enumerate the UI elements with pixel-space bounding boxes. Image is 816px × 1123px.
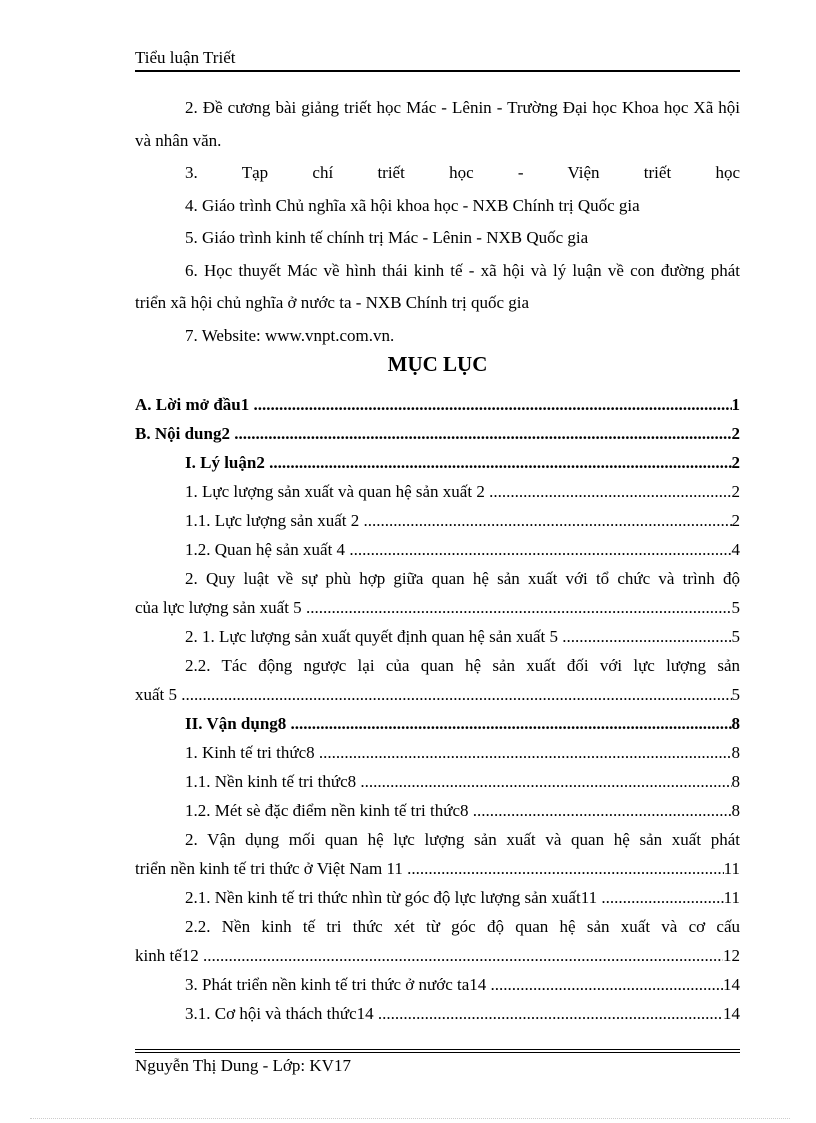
toc-entry-label: 1.2. Quan hệ sản xuất 4 ..... [185,535,732,564]
reference-item: 5. Giáo trình kinh tế chính trị Mác - Lênin - NXB Quốc gia [185,228,589,247]
toc-page-number: 11 [723,859,740,878]
toc-entry[interactable] [135,970,740,999]
toc-entry[interactable] [135,651,740,709]
toc-entry[interactable] [135,883,740,912]
toc-page-number: 12 [723,946,740,965]
reference-item: 3. Tạp chí triết học - Viện triết học [185,163,740,182]
footer-divider [135,1052,740,1053]
toc-entry-label: 1.1. Nền kinh tế tri thức8 ..... [185,767,732,796]
toc-entry[interactable] [135,738,740,767]
toc-page-number: 8 [731,714,740,733]
toc-entry-label-continued: kinh tế12 ..... [135,941,723,970]
toc-entry[interactable] [135,767,740,796]
toc-page-number: 1 [731,395,740,414]
toc-entry-label: 2.2. Tác động ngược lại của quan hệ sản xuất đối với lực lượng sản [185,656,740,675]
running-footer: Nguyễn Thị Dung - Lớp: KV17 [135,1056,351,1075]
reference-item: 7. Website: www.vnpt.com.vn. [185,325,395,345]
toc-entry-label: 1.1. Lực lượng sản xuất 2 ..... [185,506,732,535]
toc-entry-label: 2.2. Nền kinh tế tri thức xét từ góc độ quan hệ sản xuất và cơ cấu [185,917,740,936]
toc-page-number: 8 [731,801,740,820]
toc-entry-label: I. Lý luận2 ..... [185,448,732,477]
toc-entry[interactable] [135,999,740,1028]
toc-entry-label: 2. Vận dụng mối quan hệ lực lượng sản xuất và quan hệ sản xuất phát [185,830,740,849]
reference-list [135,92,740,352]
toc-entry-label: 2. Quy luật về sự phù hợp giữa quan hệ sản xuất với tổ chức và trình độ [185,569,740,588]
toc-page-number: 14 [723,975,740,994]
toc-page-number: 5 [731,627,740,646]
toc-entry[interactable] [135,564,740,622]
toc-entry-label: A. Lời mở đầu1 ..... [135,390,732,419]
toc-entry-label: B. Nội dung2 ..... [135,419,732,448]
toc-page-number: 2 [731,482,740,501]
toc-page-number: 2 [731,453,740,472]
toc-entry-label: 2. 1. Lực lượng sản xuất quyết định quan hệ sản xuất 5 ..... [185,622,732,651]
toc-entry[interactable] [135,448,740,477]
page-edge-divider [30,1118,790,1119]
toc-entry[interactable] [135,477,740,506]
reference-item: 4. Giáo trình Chủ nghĩa xã hội khoa học - NXB Chính trị Quốc gia [185,195,640,215]
toc-entry[interactable] [135,709,740,738]
toc-page-number: 2 [731,424,740,443]
reference-item: 2. Đề cương bài giảng triết học Mác - Lênin - Trường Đại học Khoa học Xã hội và nhân văn. [135,98,740,150]
toc-page-number: 2 [731,511,740,530]
toc-entry[interactable] [135,390,740,419]
toc-page-number: 4 [731,540,740,559]
toc-entry[interactable] [135,506,740,535]
toc-page-number: 5 [731,685,740,704]
toc-entry-label: II. Vận dụng8 ..... [185,709,732,738]
toc-entry[interactable] [135,535,740,564]
toc-entry-label: 1. Lực lượng sản xuất và quan hệ sản xuất 2 ..... [185,477,732,506]
toc-entry-label: 3. Phát triển nền kinh tế tri thức ở nước ta14 ..... [185,970,723,999]
table-of-contents [135,390,740,1028]
header-divider [135,70,740,72]
toc-page-number: 11 [723,888,740,907]
toc-entry-label-continued: của lực lượng sản xuất 5 ..... [135,593,732,622]
toc-page-number: 5 [731,598,740,617]
toc-entry-label: 1.2. Mét sè đặc điểm nền kinh tế tri thức8 ..... [185,796,732,825]
toc-entry-label: 3.1. Cơ hội và thách thức14 ..... [185,999,723,1028]
toc-entry-label-continued: triển nền kinh tế tri thức ở Việt Nam 11 ..... [135,854,724,883]
toc-entry[interactable] [135,912,740,970]
toc-page-number: 14 [723,1004,740,1023]
toc-entry-label: 2.1. Nền kinh tế tri thức nhìn từ góc độ lực lượng sản xuất11 ..... [185,883,724,912]
toc-entry[interactable] [135,796,740,825]
toc-entry-label-continued: xuất 5 ..... [135,680,732,709]
toc-entry[interactable] [135,825,740,883]
footer-divider [135,1049,740,1050]
reference-item: 6. Học thuyết Mác về hình thái kinh tế - xã hội và lý luận về con đường phát triển xã hội chủ nghĩa ở nước ta - NXB Chính trị quốc gia [135,260,740,312]
toc-page-number: 8 [731,772,740,791]
toc-title: MỤC LỤC [387,352,488,376]
running-header: Tiểu luận Triết [135,48,236,67]
toc-entry-label: 1. Kinh tế tri thức8 ..... [185,738,732,767]
toc-entry[interactable] [135,419,740,448]
toc-page-number: 8 [731,743,740,762]
toc-entry[interactable] [135,622,740,651]
